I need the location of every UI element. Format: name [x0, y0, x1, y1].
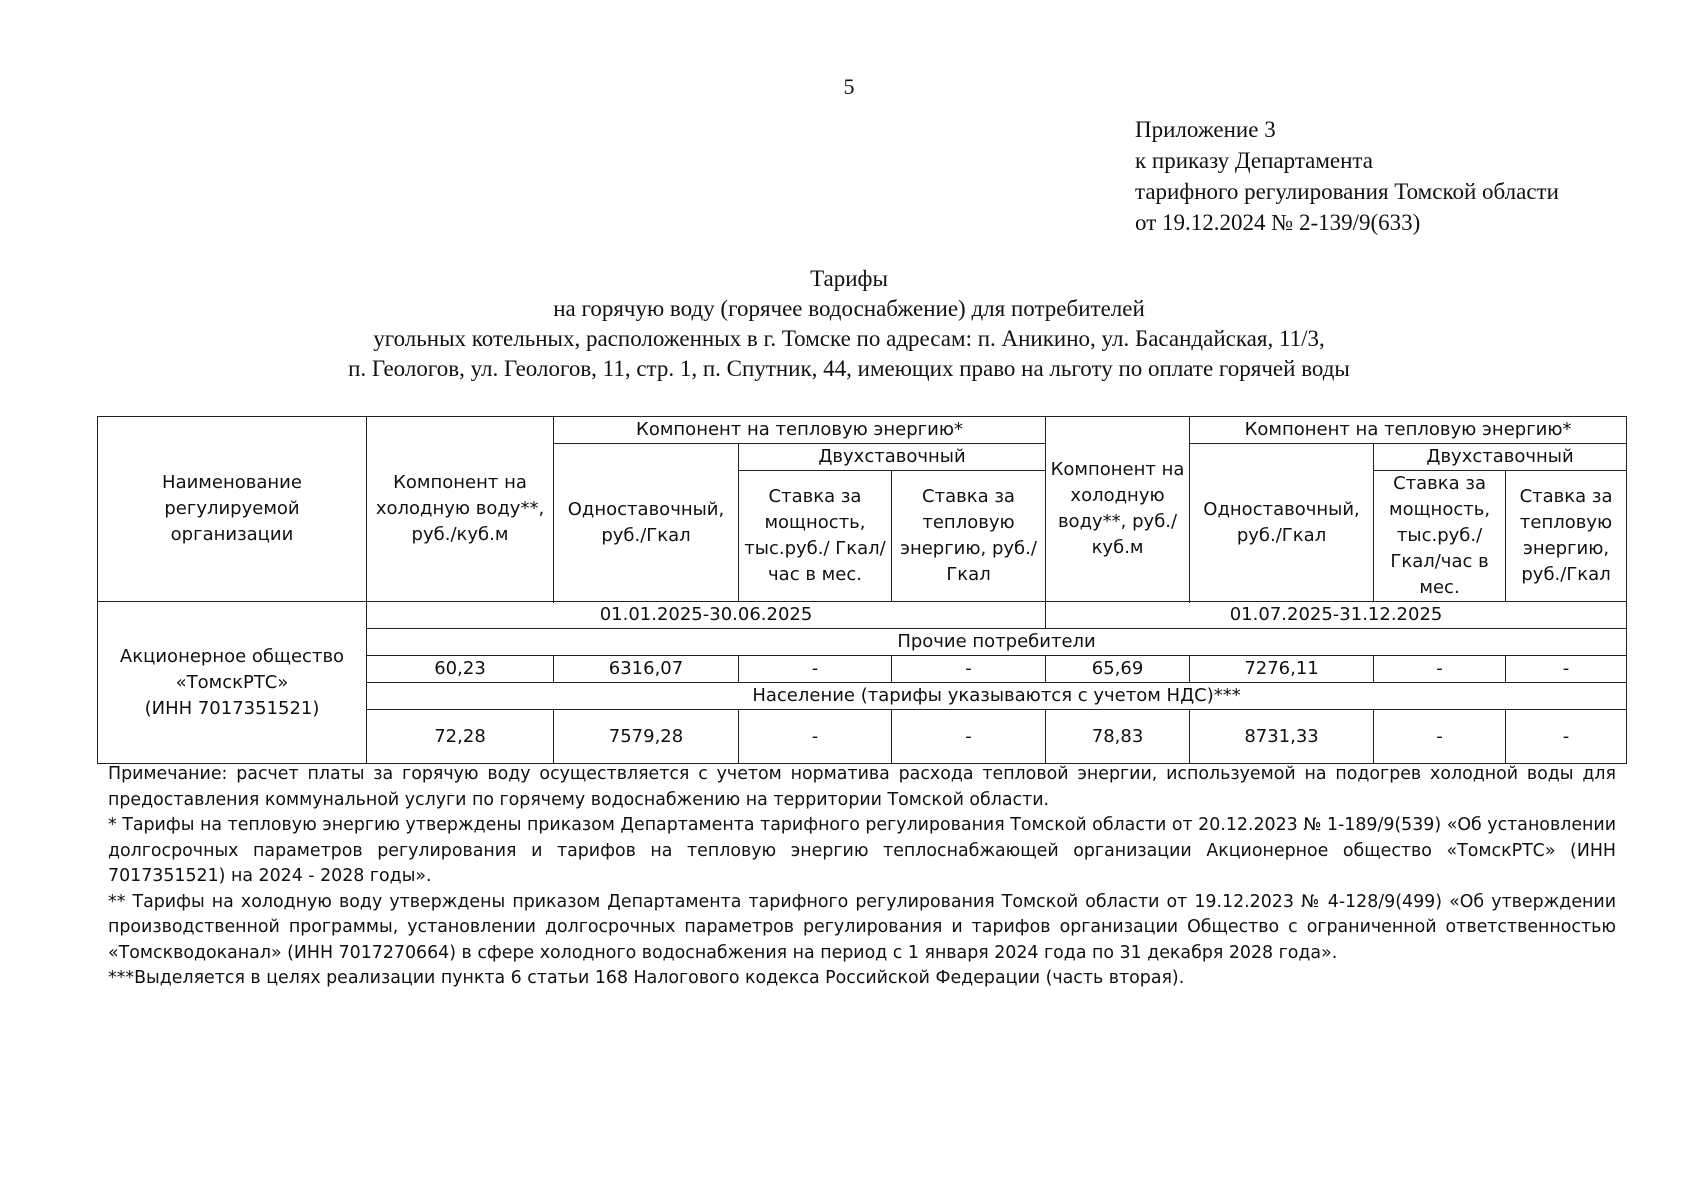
organization-inn: (ИНН 7017351521) [144, 697, 320, 719]
header-heat-component-1: Компонент на тепловую энергию* [554, 417, 1046, 444]
appendix-line: Приложение 3 [1135, 117, 1276, 142]
header-single-rate-1: Одноставочный, руб./Гкал [554, 444, 739, 602]
title-line: п. Геологов, ул. Геологов, 11, стр. 1, п. Спутник, 44, имеющих право на льготу по оплате горячей воды [348, 356, 1350, 381]
period-2: 01.07.2025-31.12.2025 [1046, 602, 1627, 629]
header-capacity-rate-1: Ставка за мощность, тыс.руб./ Гкал/час в мес. [739, 471, 892, 602]
value-cell: 7579,28 [554, 710, 739, 764]
header-capacity-rate-2: Ставка за мощность, тыс.руб./ Гкал/час в мес. [1374, 471, 1506, 602]
period-1: 01.01.2025-30.06.2025 [367, 602, 1046, 629]
value-cell: - [739, 656, 892, 683]
value-cell: - [739, 710, 892, 764]
header-cold-water-2: Компонент на холодную воду**, руб./куб.м [1046, 417, 1190, 602]
appendix-line: к приказу Департамента [1135, 148, 1373, 173]
value-cell: 65,69 [1046, 656, 1190, 683]
appendix-line: от 19.12.2024 № 2-139/9(633) [1135, 210, 1421, 235]
title-line: на горячую воду (горячее водоснабжение) для потребителей [553, 296, 1145, 321]
value-cell: - [1374, 656, 1506, 683]
value-cell: 8731,33 [1190, 710, 1374, 764]
value-cell: - [892, 656, 1046, 683]
tariffs-table [97, 416, 1627, 764]
appendix-reference [1135, 114, 1559, 238]
value-cell: 60,23 [367, 656, 554, 683]
header-cold-water-1: Компонент на холодную воду**, руб./куб.м [367, 417, 554, 602]
value-cell: 72,28 [367, 710, 554, 764]
document-title [0, 264, 1698, 384]
note-footnote-3: ***Выделяется в целях реализации пункта 6 статьи 168 Налогового кодекса Российской Федерации (часть вторая). [108, 968, 1185, 988]
value-cell: 78,83 [1046, 710, 1190, 764]
organization-cell [98, 602, 367, 764]
notes-section [108, 762, 1616, 992]
value-cell: 6316,07 [554, 656, 739, 683]
value-cell: - [1506, 656, 1627, 683]
value-cell: - [1374, 710, 1506, 764]
title-line: угольных котельных, расположенных в г. Томске по адресам: п. Аникино, ул. Басандайская, 11/3, [373, 326, 1325, 351]
note-footnote-1: * Тарифы на тепловую энергию утверждены приказом Департамента тарифного регулирования Томской области от 20.12.2023 № 1-189/9(539) «Об установлении долгосрочных параметров регулирования и тарифов на тепловую энергию теплоснабжающей организации Акционерное общество «ТомскРТС» (ИНН 7017351521) на 2024 - 2028 годы». [108, 815, 1616, 886]
value-cell: - [892, 710, 1046, 764]
note-footnote-2: ** Тарифы на холодную воду утверждены приказом Департамента тарифного регулирования Томской области от 19.12.2023 № 4-128/9(499) «Об утверждении производственной программы, установлении долгосрочных параметров регулирования и тарифов организации Общество с ограниченной ответственностью «Томскводоканал» (ИНН 7017270664) в сфере холодного водоснабжения на период с 1 января 2024 года по 31 декабря 2028 года». [108, 891, 1616, 963]
group-label-other-consumers: Прочие потребители [367, 629, 1627, 656]
title-line: Тарифы [810, 266, 888, 291]
note-general: Примечание: расчет платы за горячую воду осуществляется с учетом норматива расхода тепловой энергии, используемой на подогрев холодной воды для предоставления коммунальной услуги по горячему водоснабжению на территории Томской области. [108, 764, 1616, 810]
header-two-rate-1: Двухставочный [739, 444, 1046, 471]
value-cell: - [1506, 710, 1627, 764]
organization-short-name: «ТомскРТС» [175, 671, 289, 693]
header-org-name: Наименование регулируемой организации [98, 417, 367, 602]
header-heat-component-2: Компонент на тепловую энергию* [1190, 417, 1627, 444]
value-cell: 7276,11 [1190, 656, 1374, 683]
header-single-rate-2: Одноставочный, руб./Гкал [1190, 444, 1374, 602]
organization-name: Акционерное общество [119, 645, 345, 667]
header-energy-rate-1: Ставка за тепловую энергию, руб./Гкал [892, 471, 1046, 602]
appendix-line: тарифного регулирования Томской области [1135, 179, 1559, 204]
header-energy-rate-2: Ставка за тепловую энергию, руб./Гкал [1506, 471, 1627, 602]
page-number: 5 [843, 74, 855, 99]
group-label-population: Население (тарифы указываются с учетом НДС)*** [367, 683, 1627, 710]
header-two-rate-2: Двухставочный [1374, 444, 1627, 471]
